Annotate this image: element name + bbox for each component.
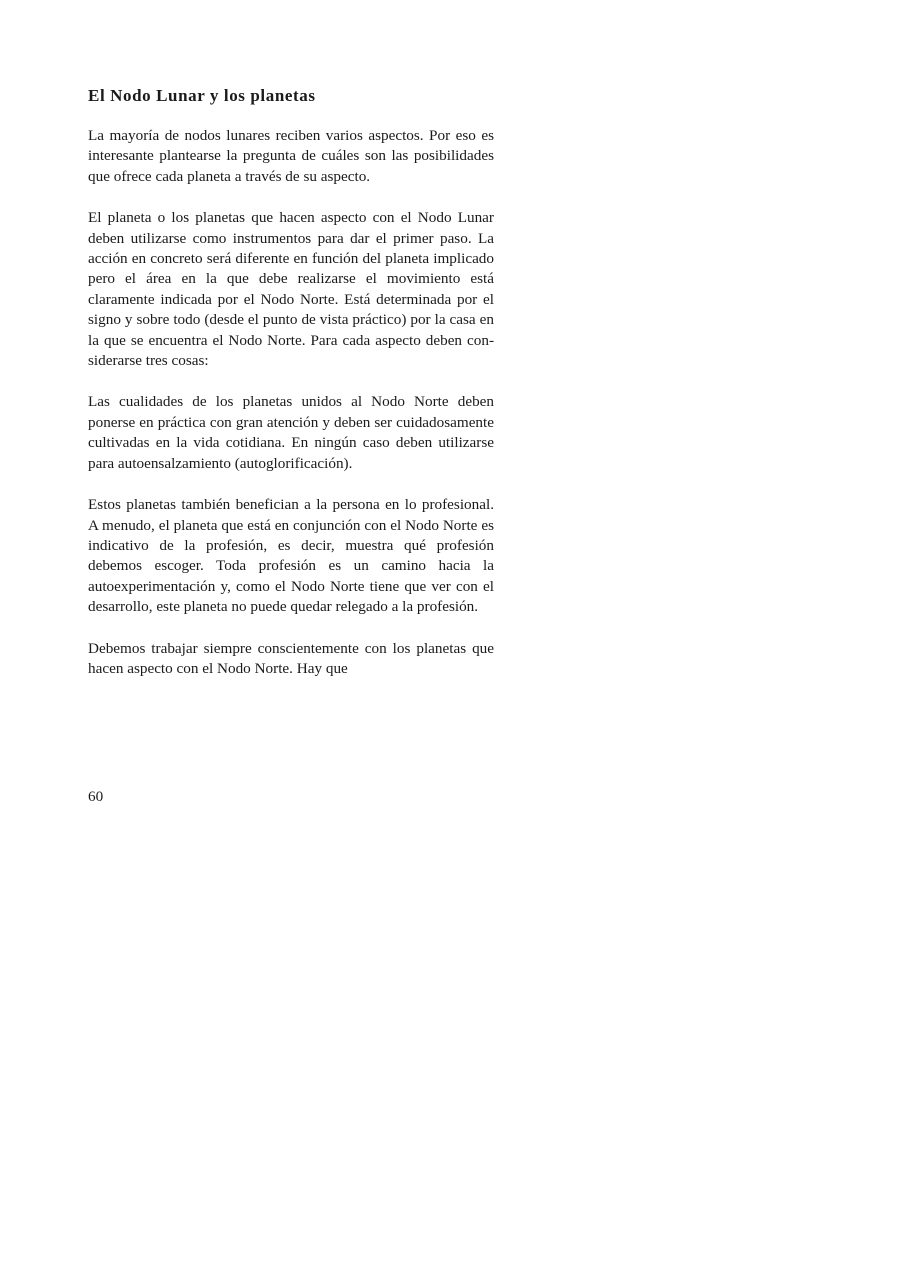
page-content [88,84,494,679]
paragraph-1: La mayoría de nodos lunares reciben varios aspectos. Por eso es interesante plantearse la pregunta de cuáles son las posibilidades que ofrece cada planeta a través de su aspecto. [88,127,494,185]
paragraph-3: Las cualidades de los planetas unidos al Nodo Norte deben ponerse en práctica con gran atención y deben ser cuidadosamente cultivadas en la vida cotidiana. En ningún caso deben utilizarse para autoensalzamiento (autoglorificación). [88,393,494,472]
page-number: 60 [88,788,104,805]
paragraph-4: Estos planetas también benefician a la persona en lo profesional. A menudo, el planeta que está en conjunción con el Nodo Norte es indicativo de la profesión, es decir, muestra qué profesión debemos escoger. Toda profesión es un camino hacia la autoexperimentación y, como el Nodo Norte tiene que ver con el desarrollo, este planeta no puede quedar relegado a la profesión. [88,496,494,616]
paragraph-5: Debemos trabajar siempre conscientemente con los planetas que hacen aspecto con el Nodo Norte. Hay que [88,639,494,677]
section-heading: El Nodo Lunar y los planetas [88,86,316,105]
paragraph-2: El planeta o los planetas que hacen aspecto con el Nodo Lunar deben utilizarse como instrumentos para dar el primer paso. La acción en concreto será diferente en función del planeta implicado pero el área en la que debe realizarse el movimiento está claramente indicada por el Nodo Norte. Está determinada por el signo y sobre todo (desde el punto de vista práctico) por la casa en la que se encuentra el Nodo Norte. Para cada aspecto deben considerarse tres cosas: [88,209,494,370]
